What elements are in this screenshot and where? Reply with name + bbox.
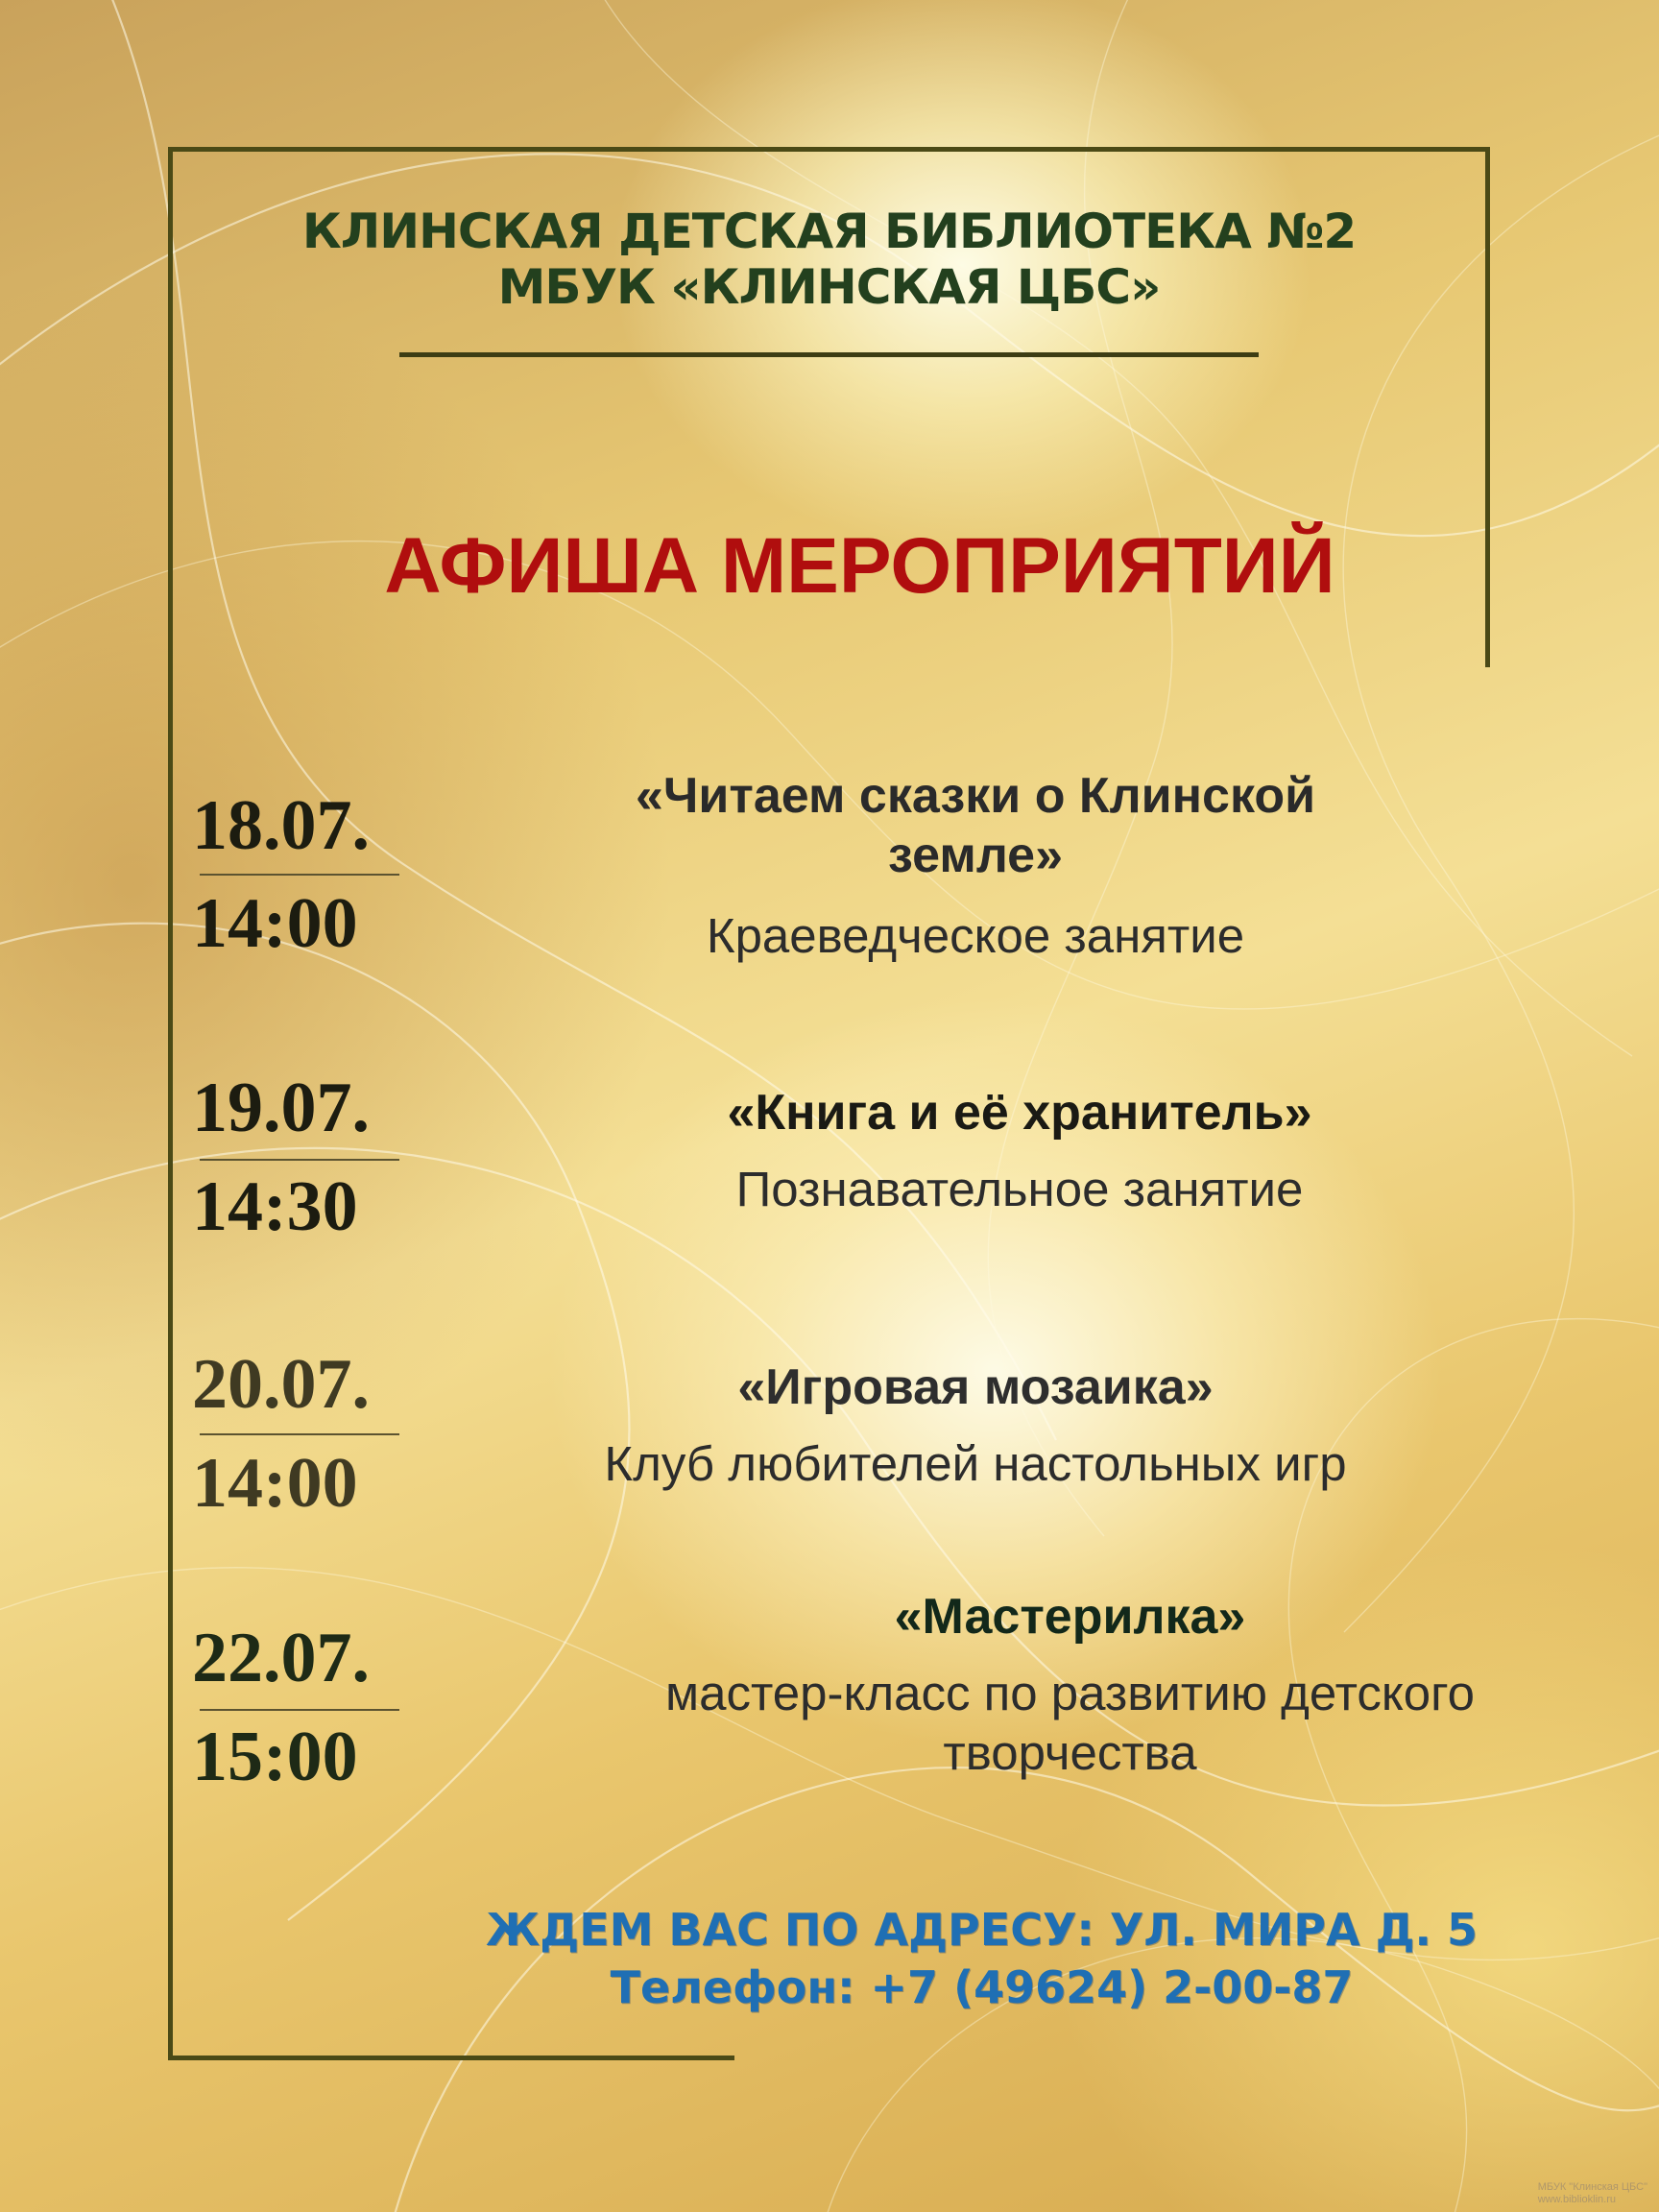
event-3-title — [518, 1358, 1432, 1417]
event-4-title — [518, 1587, 1622, 1647]
event-4-description — [518, 1664, 1622, 1783]
event-4-description-line-2: творчества — [943, 1725, 1197, 1780]
event-4-description-line-1: мастер-класс по развитию детского — [665, 1666, 1475, 1720]
event-3-description — [518, 1434, 1432, 1494]
event-3-date-divider — [200, 1433, 399, 1435]
event-1-title-line-1: «Читаем сказки о Клинской — [635, 768, 1316, 824]
event-4-date-divider — [200, 1709, 399, 1711]
footer-phone: Телефон: +7 (49624) 2-00-87 — [610, 1961, 1354, 2013]
watermark — [1538, 2181, 1647, 2206]
event-1-description — [518, 906, 1432, 966]
event-2-date: 19.07. — [192, 1069, 370, 1147]
event-3-description-line-1: Клуб любителей настольных игр — [604, 1436, 1347, 1491]
event-2-title — [518, 1083, 1521, 1142]
event-4-title-line-1: «Мастерилка» — [894, 1589, 1246, 1645]
event-4-date: 22.07. — [192, 1619, 370, 1697]
event-3-date: 20.07. — [192, 1345, 370, 1424]
event-1-description-line-1: Краеведческое занятие — [706, 908, 1245, 963]
event-2-time: 14:30 — [192, 1167, 358, 1246]
library-header — [173, 204, 1485, 315]
library-org: МБУК «КЛИНСКАЯ ЦБС» — [497, 259, 1161, 315]
event-2-description — [518, 1160, 1521, 1219]
footer-contacts — [307, 1901, 1656, 2016]
event-1-title-line-2: земле» — [887, 828, 1064, 883]
watermark-org: МБУК "Клинская ЦБС" — [1537, 2181, 1647, 2193]
poster-title: АФИША МЕРОПРИЯТИЙ — [384, 522, 1335, 610]
event-4-time: 15:00 — [192, 1718, 358, 1796]
event-2-description-line-1: Познавательное занятие — [735, 1162, 1304, 1216]
event-2-date-divider — [200, 1159, 399, 1161]
event-1-time: 14:00 — [192, 884, 358, 963]
frame-bottom-border — [168, 2056, 734, 2060]
event-3-title-line-1: «Игровая мозаика» — [737, 1359, 1214, 1415]
event-3-time: 14:00 — [192, 1444, 358, 1523]
event-1-date-divider — [200, 874, 399, 876]
watermark-url: www.biblioklin.ru — [1537, 2194, 1617, 2205]
header-divider — [399, 352, 1259, 357]
event-1-title — [518, 766, 1432, 885]
frame-left-border — [168, 147, 173, 2060]
event-2-title-line-1: «Книга и её хранитель» — [727, 1085, 1312, 1141]
frame-top-border — [168, 147, 1490, 152]
library-name: КЛИНСКАЯ ДЕТСКАЯ БИБЛИОТЕКА №2 — [301, 204, 1357, 259]
event-1-date: 18.07. — [192, 786, 370, 865]
footer-address: ЖДЕМ ВАС ПО АДРЕСУ: УЛ. МИРА Д. 5 — [485, 1904, 1479, 1956]
